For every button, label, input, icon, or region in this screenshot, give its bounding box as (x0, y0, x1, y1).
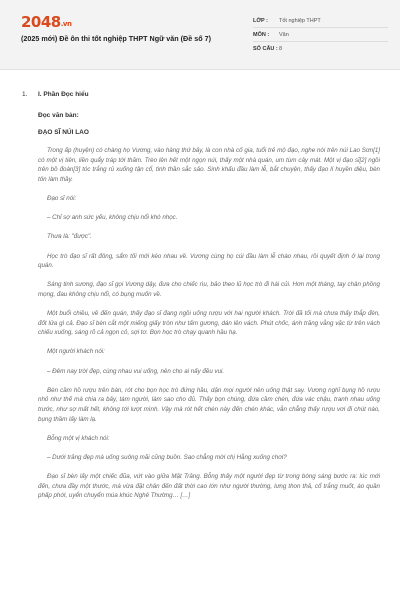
passage-paragraph: Thưa là: "được". (47, 233, 92, 241)
meta-row-class (253, 14, 388, 28)
passage-paragraph: Bèn cầm hồ rượu trên bàn, rót cho bọn học trò đứng hầu, dặn mọi người nên uống thật say. Vương nghĩ bụng hồ rượu nhỏ như thế mà chia ra bảy, tám người, làm sao cho đủ. Thấy bọn chúng, đứa cầm chén, đứa vác chậu, tranh nhau uống trước, như sợ mất hết, không tới lượt mình. Vậy mà rót hết chén này đến chén khác, vẫn chẳng thấy rượu vơi đi chút nào, bụng thầm lấy làm lạ. (38, 386, 380, 423)
passage-paragraph: Học trò đạo sĩ rất đông, sẩm tối mới kéo nhau về. Vương cùng họ cúi đầu làm lễ chào nhau, rồi quyết định ở lại trong quán. (38, 252, 380, 270)
meta-key: SỐ CÂU : (253, 46, 278, 52)
passage-paragraph: – Chỉ sợ anh sức yếu, không chịu nổi khó nhọc. (47, 214, 178, 222)
passage-paragraph: Trong ấp (huyện) có chàng họ Vương, vào hàng thứ bảy, là con nhà cố gia, tuổi trẻ mộ đạo, nghe nói trên núi Lao Sơn[1] có một vị tiên, liền quẩy tráp tới thăm. Trèo lên hết một ngọn núi, thấy một nhà quán, um tùm cây mát. Một vị đạo sĩ[2] ngồi trên bồ đoàn[3] tóc trắng rủ xuống tận cổ, tinh thần sắc sảo. Sinh khấu đầu làm lễ, bắt chuyện, thấy đạo lí huyền diệu, bèn tôn làm thầy. (38, 147, 380, 183)
passage-paragraph: Bỗng một vị khách nói: (47, 434, 110, 442)
question-content (0, 90, 400, 600)
meta-value: Văn (279, 31, 289, 38)
logo-main: 2048 (21, 13, 61, 31)
page-header (0, 0, 400, 70)
passage-paragraph: Đạo sĩ bèn lấy một chiếc đũa, vứt vào giữa Mặt Trăng. Bỗng thấy một người đẹp từ trong bóng sáng bước ra: lúc mới đến, chưa đầy một thước, mà vừa đặt chân đến đất thời cao lớn như người thường, lưng thon thả, cổ trắng muốt, áo quần phấp phới, uyển chuyển múa khúc Nghê Thường… […] (38, 473, 380, 500)
meta-row-subject (253, 28, 388, 42)
exam-title: (2025 mới) Đề ôn thi tốt nghiệp THPT Ngữ văn (Đề số 7) (21, 34, 212, 43)
passage-paragraph: Sáng tinh sương, đạo sĩ gọi Vương dậy, đưa cho chiếc rìu, bảo theo lũ học trò đi hái củi. Hơn một tháng, tay chân phồng mọng, đau không chịu nổi, có bụng muốn về. (38, 281, 380, 298)
passage-paragraph: – Đêm nay trời đẹp, cùng nhau vui uống, nên cho ai nấy đều vui. (47, 367, 225, 375)
meta-value: Tốt nghiệp THPT (279, 17, 321, 24)
exam-meta-table (253, 14, 388, 58)
passage-paragraph: Đạo sĩ nói: (47, 194, 77, 202)
section-title: I. Phần Đọc hiểu (38, 91, 89, 98)
passage-paragraph: Một buổi chiều, về đến quán, thấy đạo sĩ đang ngồi uống rượu với hai người khách. Trời đã tối mà chưa thấy thắp đèn, đốt lửa gì cả. Đạo sĩ bèn cắt một miếng giấy tròn như tấm gương, dán lên vách. Phút chốc, ánh trăng vằng vặc từ trên vách chiếu xuống, sáng rõ cả ngọn cỏ, sợi tơ. Bọn học trò chạy quanh hầu hạ. (38, 310, 380, 337)
meta-key: LỚP : (253, 17, 268, 24)
site-logo[interactable] (21, 13, 71, 31)
passage-paragraph: Một người khách nói: (47, 348, 105, 356)
meta-value: 8 (279, 46, 283, 52)
reading-passage (38, 146, 380, 511)
passage-paragraph: – Dưới trăng đẹp mà uống suông mãi cũng buồn. Sao chẳng mời chị Hằng xuống chơi? (47, 454, 287, 461)
question-number: 1. (22, 91, 28, 98)
logo-tld: .vn (60, 20, 72, 28)
meta-row-question-count (253, 42, 388, 56)
text-title: ĐẠO SĨ NÚI LAO (38, 129, 89, 136)
meta-key: MÔN : (253, 31, 270, 38)
reading-instruction: Đọc văn bản: (38, 112, 79, 119)
